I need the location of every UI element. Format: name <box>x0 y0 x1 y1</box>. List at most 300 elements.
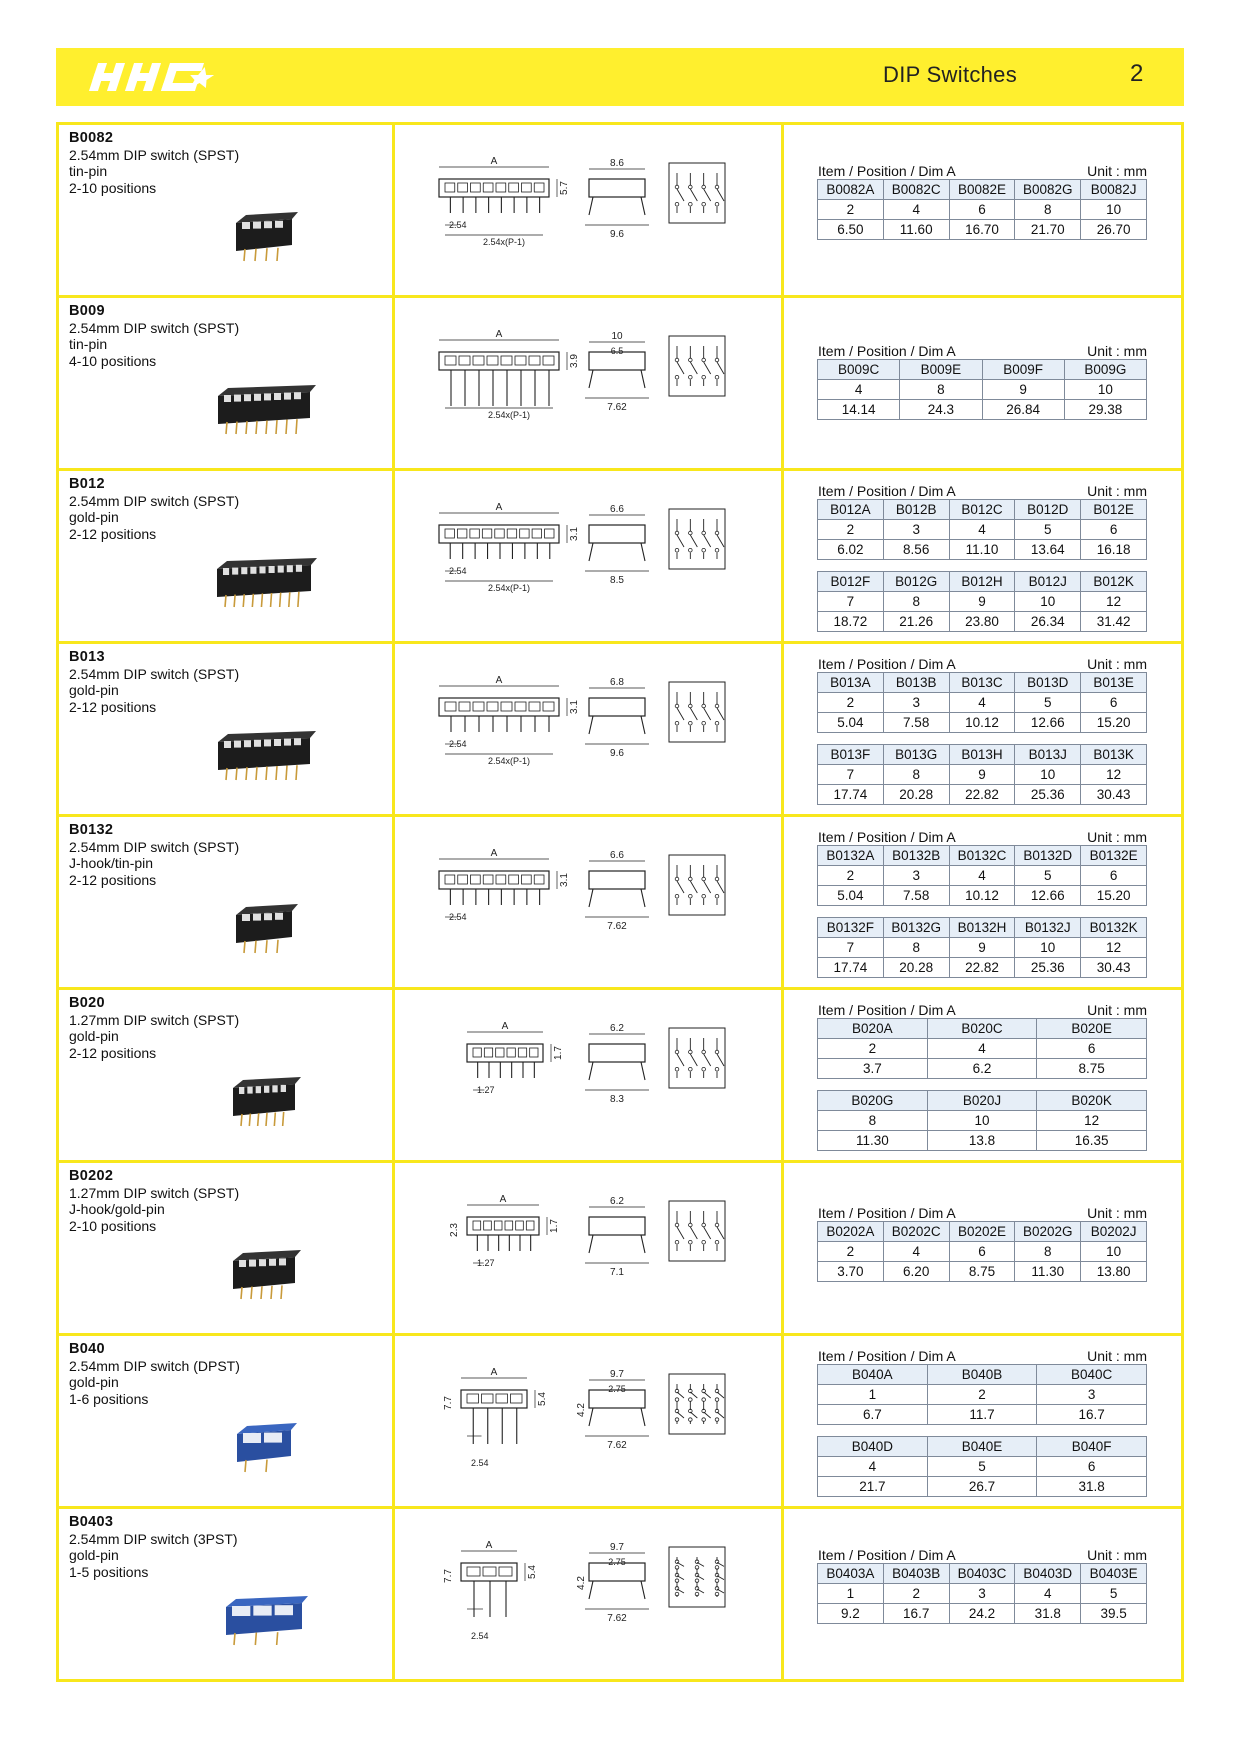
table-row <box>818 1365 1147 1385</box>
dimension-label: 6.2 <box>610 1196 624 1207</box>
product-spec-line: 2-12 positions <box>69 1044 157 1061</box>
product-code: B040 <box>69 1341 105 1357</box>
page-header <box>56 48 1184 106</box>
page-number: 2 <box>1130 60 1144 87</box>
table-row <box>818 612 1147 632</box>
table-unit: Unit : mm <box>1087 163 1147 179</box>
table-position-cell: 3 <box>1037 1385 1147 1405</box>
table-dim-cell: 5.04 <box>818 713 884 733</box>
product-spec-line: 1.27mm DIP switch (SPST) <box>69 1184 240 1201</box>
dimension-table-area <box>817 483 1147 632</box>
table-dim-cell: 24.2 <box>949 1604 1015 1624</box>
dimension-label: A <box>490 1367 498 1378</box>
table-item-cell: B013J <box>1015 745 1081 765</box>
table-row <box>818 360 1147 380</box>
product-description <box>69 822 389 888</box>
table-position-cell: 5 <box>1015 520 1081 540</box>
table-row <box>818 220 1147 240</box>
dimension-label: 6.2 <box>610 1023 624 1034</box>
table-item-cell: B020J <box>927 1091 1037 1111</box>
product-spec-line: gold-pin <box>69 1547 119 1563</box>
table-position-cell: 1 <box>818 1385 928 1405</box>
dimension-label: 2.54x(P-1) <box>487 583 531 593</box>
table-position-cell: 12 <box>1081 765 1147 785</box>
table-dim-cell: 16.70 <box>949 220 1015 240</box>
dimension-label: 9.7 <box>610 1542 624 1553</box>
product-spec-line: 2.54mm DIP switch (SPST) <box>69 319 240 336</box>
product-row <box>59 125 1181 298</box>
table-position-cell: 2 <box>883 1584 949 1604</box>
table-position-cell: 8 <box>883 938 949 958</box>
product-spec-line: 2.54mm DIP switch (SPST) <box>69 838 240 855</box>
table-dim-cell: 25.36 <box>1015 785 1081 805</box>
page-title: DIP Switches <box>883 62 1018 87</box>
table-item-cell: B0202A <box>818 1222 884 1242</box>
table-row <box>818 846 1147 866</box>
table-dim-cell: 20.28 <box>883 785 949 805</box>
table-dim-cell: 6.02 <box>818 540 884 560</box>
product-photo <box>209 1070 319 1130</box>
table-item-cell: B009E <box>900 360 982 380</box>
dimension-label: 1.27 <box>477 1085 495 1095</box>
dimension-label: 7.7 <box>443 1396 454 1410</box>
dimension-table <box>817 499 1147 560</box>
table-row <box>818 785 1147 805</box>
product-row <box>59 990 1181 1163</box>
dimension-label: 2.54 <box>449 739 467 749</box>
table-row <box>818 180 1147 200</box>
table-position-cell: 7 <box>818 765 884 785</box>
table-item-cell: B012B <box>883 500 949 520</box>
dimension-label: A <box>495 329 503 340</box>
table-item-cell: B013D <box>1015 673 1081 693</box>
table-item-cell: B009F <box>982 360 1064 380</box>
table-item-cell: B0132B <box>883 846 949 866</box>
table-dim-cell: 26.34 <box>1015 612 1081 632</box>
table-caption-row <box>818 1205 1147 1221</box>
table-item-cell: B0132K <box>1081 918 1147 938</box>
table-dim-cell: 11.7 <box>927 1405 1037 1425</box>
table-row <box>818 1262 1147 1282</box>
table-caption-row <box>818 656 1147 672</box>
hhc-logo <box>84 57 234 97</box>
table-row <box>818 572 1147 592</box>
table-caption: Item / Position / Dim A <box>818 1002 956 1018</box>
dimension-label: 8.5 <box>610 575 624 586</box>
table-row <box>818 886 1147 906</box>
product-spec-line: gold-pin <box>69 1374 119 1390</box>
product-photo <box>209 551 319 611</box>
dimension-label: 6.6 <box>610 850 624 861</box>
table-item-cell: B012F <box>818 572 884 592</box>
table-item-cell: B0202C <box>883 1222 949 1242</box>
table-caption-row <box>818 483 1147 499</box>
product-spec-line: 2.54mm DIP switch (SPST) <box>69 665 240 682</box>
table-position-cell: 10 <box>1081 200 1147 220</box>
table-item-cell: B0082G <box>1015 180 1081 200</box>
dimension-label: A <box>495 675 503 686</box>
dimension-label: 6.5 <box>610 346 624 356</box>
table-item-cell: B013E <box>1081 673 1147 693</box>
table-item-cell: B0403B <box>883 1564 949 1584</box>
dimension-table-area <box>817 1002 1147 1151</box>
dimension-table <box>817 845 1147 906</box>
table-dim-cell: 26.84 <box>982 400 1064 420</box>
table-dim-cell: 26.70 <box>1081 220 1147 240</box>
table-dim-cell: 21.7 <box>818 1477 928 1497</box>
dimension-label: 2.54x(P-1) <box>487 410 531 420</box>
table-position-cell: 8 <box>883 765 949 785</box>
technical-drawing <box>419 817 803 987</box>
table-position-cell: 5 <box>1081 1584 1147 1604</box>
dimension-table <box>817 359 1147 420</box>
dimension-label: A <box>490 156 498 167</box>
table-row <box>818 693 1147 713</box>
table-dim-cell: 5.04 <box>818 886 884 906</box>
table-unit: Unit : mm <box>1087 1547 1147 1563</box>
table-row <box>818 1039 1147 1059</box>
table-item-cell: B013A <box>818 673 884 693</box>
table-row <box>818 1059 1147 1079</box>
product-description <box>69 1514 389 1580</box>
dimension-label: 3.1 <box>569 700 580 714</box>
table-caption: Item / Position / Dim A <box>818 1205 956 1221</box>
drawing-lines <box>439 336 725 408</box>
table-item-cell: B0132D <box>1015 846 1081 866</box>
table-item-cell: B0403E <box>1081 1564 1147 1584</box>
table-position-cell: 2 <box>818 1039 928 1059</box>
table-dim-cell: 6.2 <box>927 1059 1037 1079</box>
dimension-label: A <box>485 1540 493 1551</box>
table-dim-cell: 29.38 <box>1064 400 1146 420</box>
table-row <box>818 540 1147 560</box>
technical-drawing <box>419 125 803 295</box>
table-item-cell: B040E <box>927 1437 1037 1457</box>
table-position-cell: 3 <box>883 866 949 886</box>
table-dim-cell: 6.7 <box>818 1405 928 1425</box>
product-spec-line: 2-10 positions <box>69 179 157 196</box>
product-spec-line: tin-pin <box>69 336 108 352</box>
table-position-cell: 1 <box>818 1584 884 1604</box>
table-item-cell: B0202E <box>949 1222 1015 1242</box>
product-spec-line: gold-pin <box>69 509 119 525</box>
table-position-cell: 4 <box>927 1039 1037 1059</box>
product-spec-line: J-hook/tin-pin <box>69 855 154 871</box>
product-code: B009 <box>69 303 105 319</box>
product-photo <box>209 1589 319 1649</box>
table-dim-cell: 15.20 <box>1081 713 1147 733</box>
product-code: B020 <box>69 995 105 1011</box>
product-description <box>69 476 389 542</box>
table-position-cell: 2 <box>927 1385 1037 1405</box>
dimension-label: 7.62 <box>607 402 627 413</box>
table-caption-row <box>818 829 1147 845</box>
dimension-label: 7.62 <box>607 921 627 932</box>
dimension-label: 2.75 <box>608 1557 626 1567</box>
table-row <box>818 958 1147 978</box>
table-dim-cell: 25.36 <box>1015 958 1081 978</box>
table-dim-cell: 13.8 <box>927 1131 1037 1151</box>
table-item-cell: B0082E <box>949 180 1015 200</box>
table-item-cell: B040C <box>1037 1365 1147 1385</box>
table-dim-cell: 22.82 <box>949 785 1015 805</box>
table-dim-cell: 10.12 <box>949 886 1015 906</box>
dimension-table <box>817 1364 1147 1425</box>
product-row <box>59 471 1181 644</box>
dimension-table <box>817 1221 1147 1282</box>
product-photo <box>209 1416 319 1476</box>
product-spec-line: 4-10 positions <box>69 352 157 369</box>
table-item-cell: B012G <box>883 572 949 592</box>
table-dim-cell: 31.8 <box>1037 1477 1147 1497</box>
product-spec-line: 2-12 positions <box>69 698 157 715</box>
table-position-cell: 4 <box>883 200 949 220</box>
product-code: B0132 <box>69 822 114 838</box>
dimension-label: 10 <box>611 331 623 342</box>
table-dim-cell: 23.80 <box>949 612 1015 632</box>
dimension-label: 6.8 <box>610 677 624 688</box>
product-row <box>59 644 1181 817</box>
dimension-label: 3.1 <box>569 527 580 541</box>
table-item-cell: B0403D <box>1015 1564 1081 1584</box>
product-spec-line: tin-pin <box>69 163 108 179</box>
dimension-label: 3.9 <box>569 354 580 368</box>
product-photo <box>209 378 319 438</box>
table-position-cell: 2 <box>818 200 884 220</box>
dimension-table <box>817 1436 1147 1497</box>
product-spec-line: gold-pin <box>69 682 119 698</box>
dimension-label: 5.4 <box>527 1565 538 1579</box>
table-position-cell: 8 <box>1015 1242 1081 1262</box>
dimension-table-area <box>817 829 1147 978</box>
table-position-cell: 5 <box>927 1457 1037 1477</box>
table-position-cell: 9 <box>949 765 1015 785</box>
table-dim-cell: 7.58 <box>883 713 949 733</box>
table-row <box>818 918 1147 938</box>
table-caption: Item / Position / Dim A <box>818 163 956 179</box>
technical-drawing <box>419 298 803 468</box>
table-position-cell: 6 <box>1081 520 1147 540</box>
dimension-label: 1.7 <box>553 1046 564 1060</box>
table-row <box>818 1222 1147 1242</box>
table-unit: Unit : mm <box>1087 1002 1147 1018</box>
table-position-cell: 10 <box>1081 1242 1147 1262</box>
table-position-cell: 6 <box>949 1242 1015 1262</box>
table-dim-cell: 21.26 <box>883 612 949 632</box>
table-dim-cell: 6.20 <box>883 1262 949 1282</box>
dimension-table-area <box>817 1348 1147 1497</box>
dimension-label: 9.7 <box>610 1369 624 1380</box>
table-caption: Item / Position / Dim A <box>818 829 956 845</box>
table-position-cell: 6 <box>1037 1457 1147 1477</box>
product-spec-line: 2.54mm DIP switch (SPST) <box>69 492 240 509</box>
table-row <box>818 1131 1147 1151</box>
technical-drawing <box>419 471 803 641</box>
table-position-cell: 4 <box>818 1457 928 1477</box>
table-dim-cell: 6.50 <box>818 220 884 240</box>
drawing-lines <box>439 163 725 235</box>
table-item-cell: B009C <box>818 360 900 380</box>
table-caption: Item / Position / Dim A <box>818 343 956 359</box>
table-dim-cell: 12.66 <box>1015 886 1081 906</box>
table-position-cell: 2 <box>818 520 884 540</box>
table-dim-cell: 8.75 <box>1037 1059 1147 1079</box>
table-dim-cell: 17.74 <box>818 785 884 805</box>
table-position-cell: 3 <box>883 520 949 540</box>
product-description <box>69 649 389 715</box>
product-row <box>59 1336 1181 1509</box>
table-row <box>818 765 1147 785</box>
product-spec-line: 1-6 positions <box>69 1390 149 1407</box>
table-dim-cell: 3.7 <box>818 1059 928 1079</box>
table-item-cell: B0132C <box>949 846 1015 866</box>
table-dim-cell: 13.64 <box>1015 540 1081 560</box>
table-dim-cell: 16.7 <box>883 1604 949 1624</box>
table-dim-cell: 31.8 <box>1015 1604 1081 1624</box>
table-caption-row <box>818 1547 1147 1563</box>
technical-drawing <box>419 644 803 814</box>
table-dim-cell: 31.42 <box>1081 612 1147 632</box>
table-dim-cell: 18.72 <box>818 612 884 632</box>
table-unit: Unit : mm <box>1087 343 1147 359</box>
table-item-cell: B0403C <box>949 1564 1015 1584</box>
dimension-label: 2.54 <box>449 566 467 576</box>
dimension-table-area <box>817 1205 1147 1282</box>
dimension-label: 8.6 <box>610 158 624 169</box>
technical-drawing <box>419 1509 803 1679</box>
dimension-label: A <box>501 1021 509 1032</box>
product-code: B0202 <box>69 1168 114 1184</box>
table-row <box>818 713 1147 733</box>
product-description <box>69 303 389 369</box>
table-item-cell: B020G <box>818 1091 928 1111</box>
product-photo <box>209 205 319 265</box>
table-item-cell: B020E <box>1037 1019 1147 1039</box>
table-row <box>818 1405 1147 1425</box>
dimension-table-area <box>817 1547 1147 1624</box>
table-position-cell: 12 <box>1037 1111 1147 1131</box>
table-position-cell: 10 <box>1015 592 1081 612</box>
table-row <box>818 745 1147 765</box>
dimension-label: 2.54x(P-1) <box>482 237 526 247</box>
product-row <box>59 1163 1181 1336</box>
dimension-table-area <box>817 656 1147 805</box>
table-item-cell: B040F <box>1037 1437 1147 1457</box>
table-position-cell: 10 <box>1015 765 1081 785</box>
table-caption-row <box>818 1002 1147 1018</box>
product-code: B012 <box>69 476 105 492</box>
product-code: B0403 <box>69 1514 114 1530</box>
table-dim-cell: 11.10 <box>949 540 1015 560</box>
table-row <box>818 1477 1147 1497</box>
product-spec-line: 2.54mm DIP switch (SPST) <box>69 146 240 163</box>
table-dim-cell: 30.43 <box>1081 785 1147 805</box>
table-row <box>818 1242 1147 1262</box>
table-dim-cell: 8.56 <box>883 540 949 560</box>
product-spec-line: 1.27mm DIP switch (SPST) <box>69 1011 240 1028</box>
dimension-table <box>817 1563 1147 1624</box>
dimension-label: 7.62 <box>607 1613 627 1624</box>
dimension-label: 8.3 <box>610 1094 624 1105</box>
table-position-cell: 7 <box>818 592 884 612</box>
table-item-cell: B013G <box>883 745 949 765</box>
table-item-cell: B013B <box>883 673 949 693</box>
table-dim-cell: 20.28 <box>883 958 949 978</box>
product-description <box>69 130 389 196</box>
table-position-cell: 4 <box>949 866 1015 886</box>
table-position-cell: 5 <box>1015 693 1081 713</box>
table-row <box>818 866 1147 886</box>
table-item-cell: B0403A <box>818 1564 884 1584</box>
table-dim-cell: 26.7 <box>927 1477 1037 1497</box>
technical-drawing <box>419 1163 803 1333</box>
table-row <box>818 1457 1147 1477</box>
table-dim-cell: 39.5 <box>1081 1604 1147 1624</box>
table-dim-cell: 17.74 <box>818 958 884 978</box>
table-row <box>818 200 1147 220</box>
table-position-cell: 4 <box>949 693 1015 713</box>
product-spec-line: 2-12 positions <box>69 525 157 542</box>
dimension-table <box>817 917 1147 978</box>
product-description <box>69 1341 389 1407</box>
table-item-cell: B0132J <box>1015 918 1081 938</box>
table-item-cell: B020K <box>1037 1091 1147 1111</box>
table-dim-cell: 10.12 <box>949 713 1015 733</box>
table-unit: Unit : mm <box>1087 1348 1147 1364</box>
table-row <box>818 1564 1147 1584</box>
table-dim-cell: 30.43 <box>1081 958 1147 978</box>
dimension-table <box>817 571 1147 632</box>
dimension-label: 2.54 <box>471 1631 489 1641</box>
dimension-label: 2.54 <box>471 1458 489 1468</box>
dimension-label: A <box>490 848 498 859</box>
table-position-cell: 9 <box>949 592 1015 612</box>
table-item-cell: B013C <box>949 673 1015 693</box>
dimension-table-area <box>817 343 1147 420</box>
dimension-label: 2.54x(P-1) <box>487 756 531 766</box>
table-position-cell: 4 <box>1015 1584 1081 1604</box>
table-unit: Unit : mm <box>1087 1205 1147 1221</box>
table-dim-cell: 21.70 <box>1015 220 1081 240</box>
dimension-table <box>817 744 1147 805</box>
table-item-cell: B0132G <box>883 918 949 938</box>
table-item-cell: B0082C <box>883 180 949 200</box>
dimension-label: 7.1 <box>610 1267 624 1278</box>
table-item-cell: B020A <box>818 1019 928 1039</box>
dimension-label: 1.7 <box>549 1219 560 1233</box>
table-position-cell: 12 <box>1081 592 1147 612</box>
table-dim-cell: 11.60 <box>883 220 949 240</box>
dimension-label: 2.75 <box>608 1384 626 1394</box>
table-position-cell: 3 <box>949 1584 1015 1604</box>
table-row <box>818 1584 1147 1604</box>
table-item-cell: B013H <box>949 745 1015 765</box>
product-row <box>59 298 1181 471</box>
drawing-lines <box>467 1201 725 1263</box>
table-dim-cell: 12.66 <box>1015 713 1081 733</box>
product-photo <box>209 724 319 784</box>
table-item-cell: B0132A <box>818 846 884 866</box>
table-position-cell: 10 <box>1015 938 1081 958</box>
table-row <box>818 938 1147 958</box>
table-unit: Unit : mm <box>1087 483 1147 499</box>
table-row <box>818 592 1147 612</box>
dimension-label: 2.54 <box>449 912 467 922</box>
table-item-cell: B013K <box>1081 745 1147 765</box>
table-item-cell: B0132E <box>1081 846 1147 866</box>
product-spec-line: gold-pin <box>69 1028 119 1044</box>
table-item-cell: B012D <box>1015 500 1081 520</box>
